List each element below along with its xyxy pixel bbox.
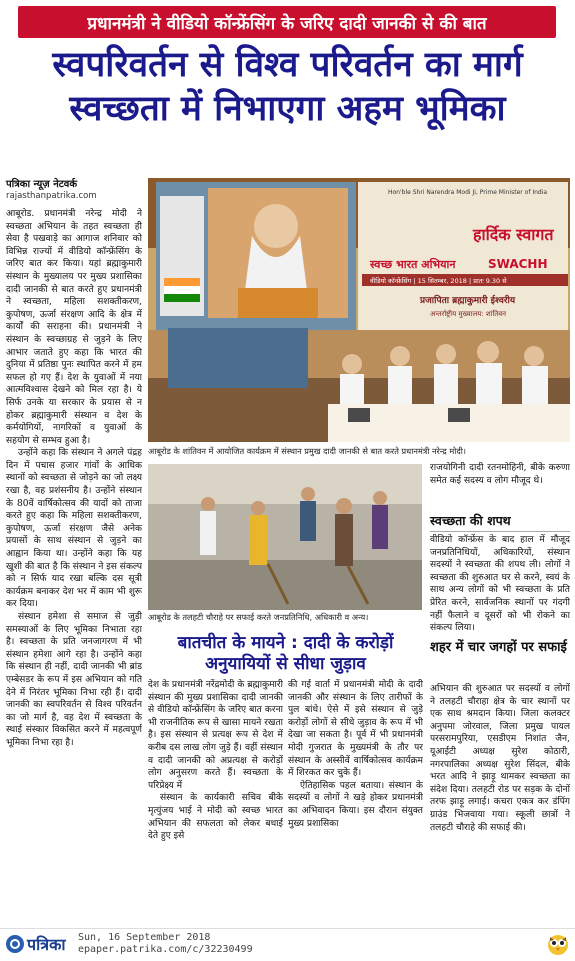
left-paragraph: आबूरोड. प्रधानमंत्री नरेन्द्र मोदी ने स्वच्छता अभियान के तहत स्वच्छता ही सेवा है पखवाड़े का आगाज शनिवार को विभिन्न राज्यों में वीडियो कॉन्फ्रेंसिंग के जरिए बात कर किया। यहां ब्रह्माकुमारी संस्थान के मुख्यालय पर मुख्य प्रशासिका दादी जानकी से बात करते हुए प्रधानमंत्री ने स्वच्छता, महिला सशक्तीकरण, कुपोषण, ऊर्जा संरक्षण आदि के क्षेत्र में कार्यों की सराहना की। प्रधानमंत्री ने संस्थान के स्वच्छाग्रह से जुड़ने के लिए आभार जताते हुए कहा कि भारत की दुनिया में प्रतिष्ठा पुनः स्थापित करने में हम सफल हो गए हैं। देश के युवाओं में नया आत्मविश्वास देखने को मिल रहा है। ये सिर्फ उनके या सरकार के प्रयास से न होकर ब्रह्माकुमारी संस्थान व देश के कर्मयोगियों, नागरिकों व युवाओं के सहयोग से सम्भव हुआ है।: [6, 209, 142, 446]
subhead-swachhta-oath: स्वच्छता की शपथ: [430, 512, 570, 532]
left-article-column: [6, 208, 142, 918]
headline-line-2: स्वच्छता में निभाएगा अहम भूमिका: [69, 89, 506, 129]
right-mid-paragraph: वीडियो कॉन्फ्रेंस के बाद हाल में मौजूद जनप्रतिनिधियों, अधिकारियों, संस्थान सदस्यों ने स्वच्छता की शपथ ली। लोगों ने स्वच्छता की शुरुआत घर से करने, स्वयं के साथ अन्य लोगों को भी स्वच्छता के प्रति प्रेरित करने, सार्वजनिक स्थानों पर गंदगी नहीं फैलाने व दूसरों को भी रोकने का संकल्प लिया।: [430, 535, 570, 634]
sign-greeting: हार्दिक स्वागत: [473, 225, 554, 244]
cleaning-photo-caption: आबूरोड के तलहटी चौराहे पर सफाई करते जनप्रतिनिधि, अधिकारी व अन्य।: [148, 612, 369, 622]
sign-org: प्रजापिता ब्रह्माकुमारी ईश्वरीय: [420, 296, 516, 306]
right-top-paragraph: राजयोगिनी दादी रतनमोहिनी, बीके करुणा समेत कई सदस्य व लोग मौजूद थे।: [430, 463, 570, 486]
right-bottom-text: [430, 683, 570, 917]
owl-icon[interactable]: [546, 932, 570, 956]
screen-text: Hon'ble Shri Narendra Modi Ji, Prime Minister of India: [388, 189, 548, 196]
byline: [6, 176, 146, 201]
middle-paragraph: की गई वार्ता में प्रधानमंत्री मोदी के दादी जानकी और संस्थान के लिए तारीफों के पुल बांधे। ऐसे में इसे संस्थान से जुड़े करोड़ों लोगों से सीधे जुड़ाव के रूप में भी देखा जा सकता है। पूर्व में भी प्रधानमंत्री मोदी गुजरात के मुख्यमंत्री के तौर पर संस्थान के अस्सीवें वार्षिकोत्सव कार्यक्रम में शिरकत कर चुके हैं।: [288, 680, 423, 779]
event-photo-illustration: [148, 178, 570, 442]
edition-info: [78, 932, 253, 956]
event-photo-caption: आबूरोड के शांतिवन में आयोजित कार्यक्रम में संस्थान प्रमुख दादी जानकी से बात करते प्रधानमंत्री नरेन्द्र मोदी।: [148, 446, 466, 456]
patrika-logo[interactable]: [6, 933, 66, 955]
byline-site: rajasthanpatrika.com: [6, 191, 97, 201]
sign-campaign: स्वच्छ भारत अभियान: [370, 258, 456, 271]
event-photo: [148, 178, 570, 442]
middle-column-2: [288, 679, 423, 919]
right-mid-text: [430, 534, 570, 634]
main-headline: [0, 44, 575, 130]
owl-icon-graphic: [546, 932, 570, 956]
patrika-logo-text: पत्रिका: [27, 935, 66, 954]
middle-column-1: [148, 679, 283, 919]
right-bottom-paragraph: अभियान की शुरुआत पर सदस्यों व लोगों ने तलहटी चौराहा क्षेत्र के चार स्थानों पर एक साथ श्रमदान किया। जिला कलक्टर अनुपमा जोरवाल, जिला प्रमुख पायल परसरामपुरिया, एसडीएम निशांत जैन, यूआईटी अध्यक्ष सुरेश कोठारी, नगरपालिका अध्यक्ष सुरेश सिंदल, बीके भरत आदि ने झाड़ू थामकर स्वच्छता का संदेश दिया। तलहटी रोड पर सड़क के दोनों तरफ झाड़ू लगाई। कचरा एकत्र कर डंपिंग ग्राउंड भिजवाया गया। स्कूली छात्रों ने तलहटी चौराहे की सफाई की।: [430, 684, 570, 833]
sign-hq: अन्तर्राष्ट्रीय मुख्यालय: शांतिवन: [430, 310, 507, 318]
cleaning-photo: [148, 464, 422, 610]
edition-date: Sun, 16 September 2018: [78, 932, 211, 943]
middle-paragraph: ऐतिहासिक पहल बताया। संस्थान के सदस्यों व लोगों ने खड़े होकर प्रधानमंत्री का अभिवादन किया। इस दौरान संयुक्त मुख्य प्रशासिका: [288, 780, 423, 829]
patrika-logo-icon: [6, 935, 24, 953]
edition-url[interactable]: epaper.patrika.com/c/32230499: [78, 944, 253, 955]
left-paragraph: संस्थान हमेशा से समाज से जुड़ी समस्याओं के लिए भूमिका निभाता रहा है। स्वच्छता के प्रति जनजागरण में भी संस्थान हमेशा आगे रहा है। उन्होंने कहा कि संस्थान ही नहीं, दादी जानकी भी ब्रांड एम्बेसडर के रूप में इस अभियान को गति देने में निरंतर भूमिका निभा रही हैं। दादी जानकी का स्वपरिवर्तन से विश्व परिवर्तन का जो मार्ग है, वह देश में स्वच्छता के स्थाई संस्कार विकसित करने में महत्वपूर्ण भूमिका निभा रहा है।: [6, 612, 142, 748]
middle-paragraph: संस्थान के कार्यकारी सचिव बीके मृत्युंजय भाई ने मोदी को स्वच्छ भारत अभियान की सफलता को लेकर बधाई देते हुए इसे: [148, 793, 283, 842]
banner-text: प्रधानमंत्री ने वीडियो कॉन्फ्रेंसिंग के जरिए दादी जानकी से की बात: [87, 13, 487, 34]
left-paragraph: उन्होंने कहा कि संस्थान ने अगले पंद्रह दिन में पचास हजार गांवों के आधिक स्थानों को स्वच्छता से जोड़ने का जो लक्ष्य रखा है, वह प्रशंसनीय है। उन्होंने संस्थान के 80वें वार्षिकोत्सव की यादों को ताजा करते हुए कहा कि महिला सशक्तीकरण, कुपोषण, ऊर्जा संरक्षण जैसे अनेक प्रयासों के साथ संस्थान से जुड़ने का आह्वान किया था। उन्होंने कहा कि यह खुशी की बात है कि संस्थान ने इस संकल्प को न सिर्फ याद रखा बल्कि दस सूत्री कार्यक्रम बनाकर देश भर में काम भी शुरू कर दिया।: [6, 448, 142, 610]
cleaning-photo-illustration: [148, 464, 422, 610]
subhead-city-cleaning: शहर में चार जगहों पर सफाई: [430, 640, 567, 655]
sign-date-line: वीडियो कॉन्फ्रेंसिंग | 15 सितम्बर, 2018 | प्रातः 9.30 से: [370, 277, 507, 285]
secondary-headline: बातचीत के मायने : दादी के करोड़ों अनुयायियों से सीधा जुड़ाव: [177, 633, 394, 674]
top-banner: [18, 6, 556, 38]
byline-agency: पत्रिका न्यूज़ नेटवर्क: [6, 179, 78, 190]
sign-english: SWACHH: [488, 257, 548, 271]
headline-line-1: स्वपरिवर्तन से विश्व परिवर्तन का मार्ग: [52, 45, 523, 85]
middle-paragraph: देश के प्रधानमंत्री नरेंद्रमोदी के ब्रह्माकुमारी संस्थान की मुख्य प्रशासिका दादी जानकी से वीडियो कॉन्फ्रेंसिंग के जरिए बात करना भी राजनीतिक रूप से खासा मायने रखता है। इस संस्थान से प्रत्यक्ष रूप से देश में करीब दस लाख लोग जुड़े हैं। वहीं संस्थान व दादी जानकी को अप्रत्यक्ष से करोड़ों लोग अनुसरण करते हैं। स्वच्छता के परिप्रेक्ष्य में: [148, 680, 283, 791]
